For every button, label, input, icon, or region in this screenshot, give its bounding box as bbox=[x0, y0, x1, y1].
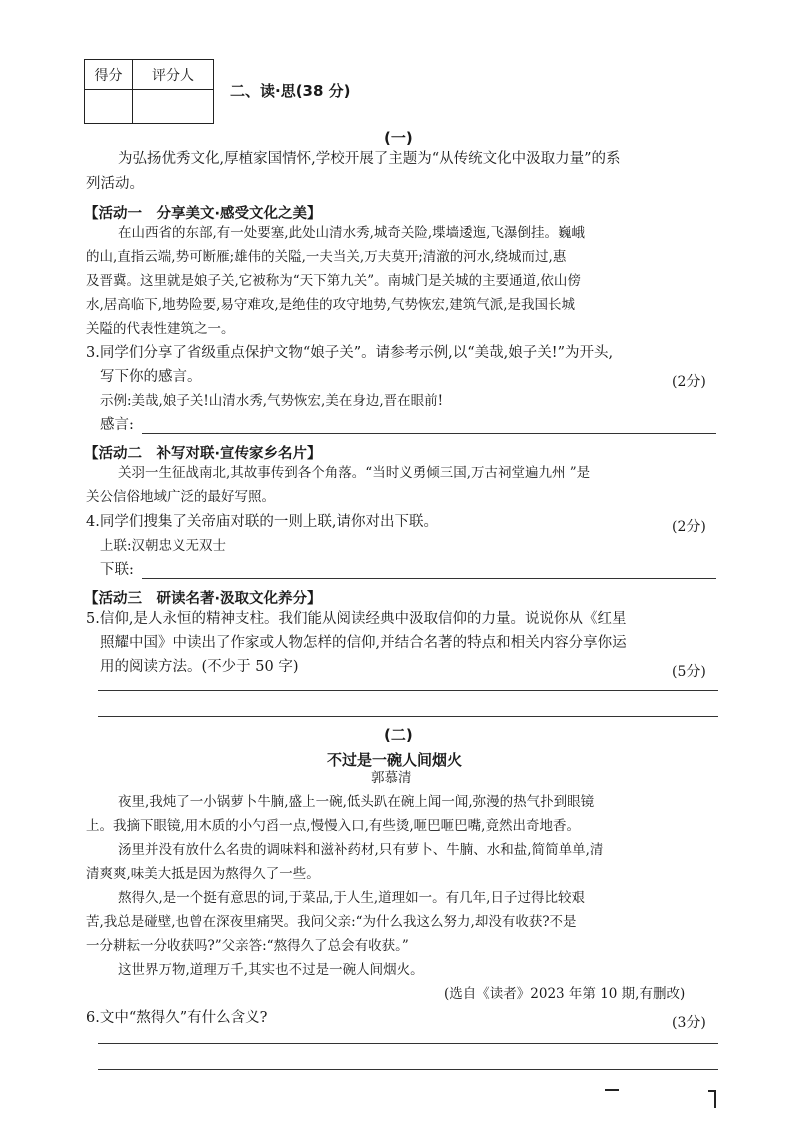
q5-answer-line-2[interactable] bbox=[98, 716, 718, 717]
intro-line-2: 列活动。 bbox=[86, 176, 144, 192]
q4-text: 4.同学们搜集了关帝庙对联的一则上联,请你对出下联。 bbox=[86, 514, 438, 530]
article-para-6: 苦,我总是碰壁,也曾在深夜里痛哭。我问父亲:“为什么我这么努力,却没有收获?不是 bbox=[86, 914, 577, 930]
activity1-passage-5: 关隘的代表性建筑之一。 bbox=[86, 321, 235, 337]
score-table bbox=[84, 59, 214, 124]
article-para-7: 一分耕耘一分收获吗?”父亲答:“熬得久了总会有收获。” bbox=[86, 938, 409, 954]
article-author: 郭慕清 bbox=[371, 770, 412, 786]
intro-line-1: 为弘扬优秀文化,厚植家国情怀,学校开展了主题为“从传统文化中汲取力量”的系 bbox=[118, 151, 621, 167]
activity2-passage-1: 关羽一生征战南北,其故事传到各个角落。“当时义勇倾三国,万古祠堂遍九州 ”是 bbox=[118, 465, 591, 481]
activity2-title: 【活动二 补写对联·宣传家乡名片】 bbox=[84, 446, 322, 462]
q3-answer-label: 感言: bbox=[100, 417, 134, 433]
article-source: (选自《读者》2023 年第 10 期,有删改) bbox=[444, 986, 686, 1002]
scan-mark-dash bbox=[605, 1089, 619, 1091]
couplet-lower-label: 下联: bbox=[100, 562, 134, 578]
activity1-passage-1: 在山西省的东部,有一处要塞,此处山清水秀,城奇关险,堞墙逶迤,飞瀑倒挂。巍峨 bbox=[118, 225, 585, 241]
score-label: 得分 bbox=[85, 60, 133, 90]
couplet-upper: 上联:汉朝忠义无双士 bbox=[100, 538, 227, 554]
scan-mark-corner-v bbox=[714, 1090, 716, 1108]
q5-line-1: 5.信仰,是人永恒的精神支柱。我们能从阅读经典中汲取信仰的力量。说说你从《红星 bbox=[86, 611, 627, 627]
q4-points: (2分) bbox=[672, 519, 706, 535]
article-para-1: 夜里,我炖了一小锅萝卜牛腩,盛上一碗,低头趴在碗上闻一闻,弥漫的热气扑到眼镜 bbox=[118, 794, 595, 810]
article-title: 不过是一碗人间烟火 bbox=[327, 751, 463, 769]
q6-answer-line-2[interactable] bbox=[98, 1069, 718, 1070]
q5-answer-line-1[interactable] bbox=[98, 690, 718, 691]
q3-answer-line[interactable] bbox=[142, 433, 716, 434]
activity3-title: 【活动三 研读名著·汲取文化养分】 bbox=[84, 591, 322, 607]
article-para-5: 熬得久,是一个挺有意思的词,于菜品,于人生,道理如一。有几年,日子过得比较艰 bbox=[118, 890, 585, 906]
section-title: 二、读·思(38 分) bbox=[230, 82, 351, 100]
q3-points: (2分) bbox=[672, 374, 706, 390]
q3-example: 示例:美哉,娘子关!山清水秀,气势恢宏,美在身边,晋在眼前! bbox=[100, 393, 444, 409]
part2-heading: (二) bbox=[384, 726, 413, 744]
activity2-passage-2: 关公信俗地域广泛的最好写照。 bbox=[86, 489, 275, 505]
activity1-passage-2: 的山,直指云端,势可断雁;雄伟的关隘,一夫当关,万夫莫开;清澈的河水,绕城而过,惠 bbox=[86, 249, 567, 265]
article-para-8: 这世界万物,道理万千,其实也不过是一碗人间烟火。 bbox=[118, 962, 424, 978]
activity1-passage-3: 及晋冀。这里就是娘子关,它被称为“天下第九关”。南城门是关城的主要通道,依山傍 bbox=[86, 273, 581, 289]
part1-heading: (一) bbox=[384, 129, 413, 147]
q6-text: 6.文中“熬得久”有什么含义? bbox=[86, 1010, 268, 1026]
q5-line-2: 照耀中国》中读出了作家或人物怎样的信仰,并结合名著的特点和相关内容分享你运 bbox=[100, 635, 627, 651]
article-para-3: 汤里并没有放什么名贵的调味料和滋补药材,只有萝卜、牛腩、水和盐,简简单单,清 bbox=[118, 842, 604, 858]
activity1-passage-4: 水,居高临下,地势险要,易守难攻,是绝佳的攻守地势,气势恢宏,建筑气派,是我国长城 bbox=[86, 297, 576, 313]
grader-cell[interactable] bbox=[133, 90, 213, 123]
grader-label: 评分人 bbox=[133, 60, 213, 90]
article-para-2: 上。我摘下眼镜,用木质的小勺舀一点,慢慢入口,有些烫,咂巴咂巴嘴,竟然出奇地香。 bbox=[86, 818, 580, 834]
q3-line-2: 写下你的感言。 bbox=[100, 369, 202, 385]
q5-line-3: 用的阅读方法。(不少于 50 字) bbox=[100, 659, 299, 675]
score-cell[interactable] bbox=[85, 90, 133, 123]
q3-line-1: 3.同学们分享了省级重点保护文物“娘子关”。请参考示例,以“美哉,娘子关!”为开头, bbox=[86, 345, 614, 361]
q6-answer-line-1[interactable] bbox=[98, 1043, 718, 1044]
article-para-4: 清爽爽,味美大抵是因为熬得久了一些。 bbox=[86, 866, 320, 882]
q5-points: (5分) bbox=[672, 664, 706, 680]
q6-points: (3分) bbox=[672, 1015, 706, 1031]
activity1-title: 【活动一 分享美文·感受文化之美】 bbox=[84, 206, 322, 222]
couplet-lower-line[interactable] bbox=[142, 578, 716, 579]
